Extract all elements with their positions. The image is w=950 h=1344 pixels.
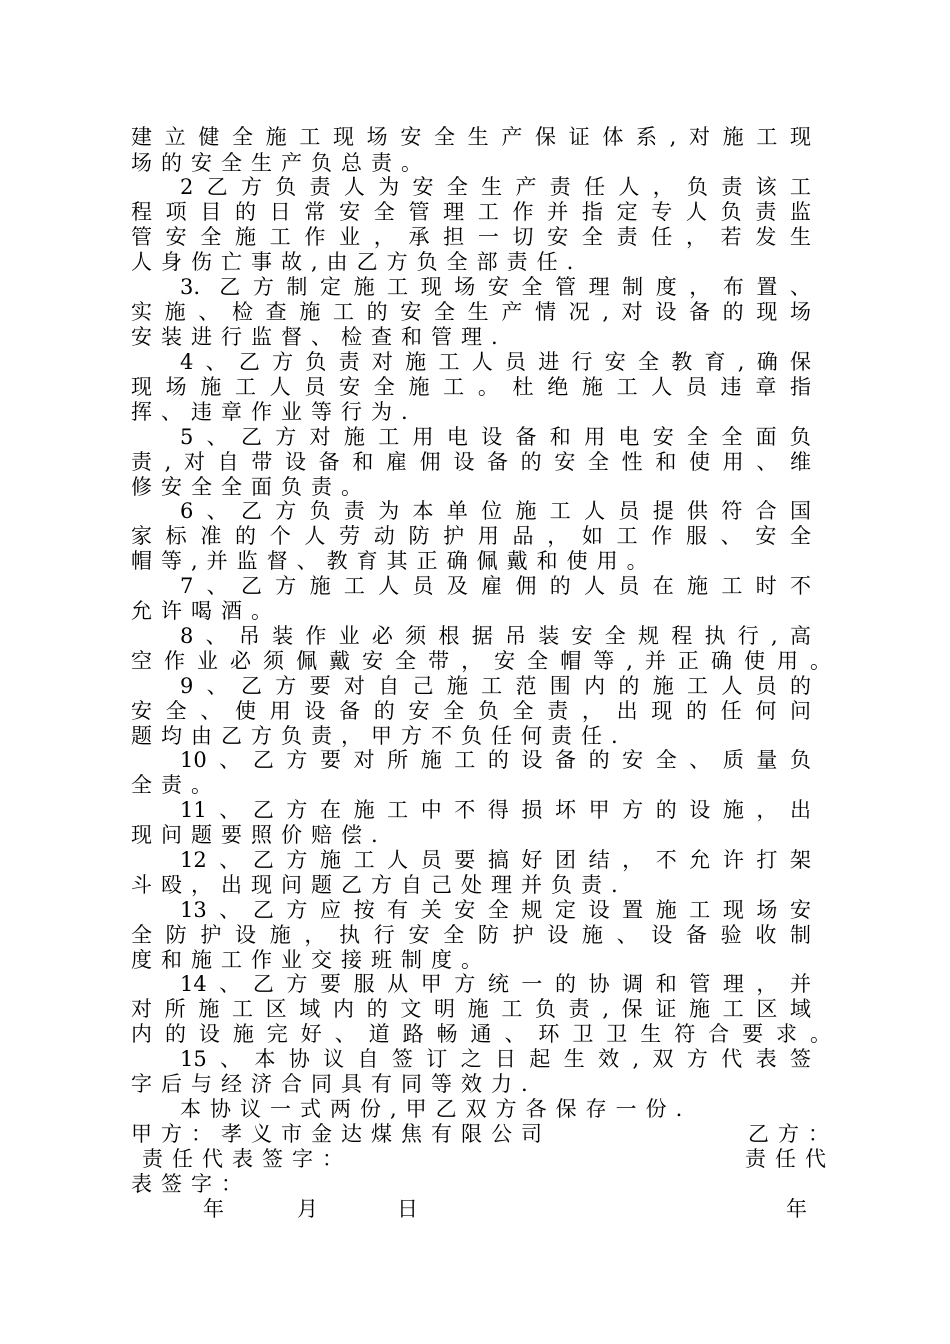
body-line: 题均由乙方负责，甲方不负任何责任.: [131, 724, 627, 748]
body-line: 度和施工作业交接班制度。: [131, 948, 491, 972]
clause-5-line: 5、乙方对施工用电设备和用电安全全面负: [180, 425, 811, 449]
date-year-a: 年: [203, 1197, 233, 1221]
party-b-rep-signature: 责任代: [745, 1147, 835, 1171]
clause-4-line: 4、乙方负责对施工人员进行安全教育,确保: [180, 350, 811, 374]
party-a-name: 甲方：孝义市金达煤焦有限公司: [131, 1122, 551, 1146]
clause-3-line: 3. 乙方制定施工现场安全管理制度，布置、: [180, 275, 811, 299]
clause-9-line: 9、乙方要对自己施工范围内的施工人员的: [180, 674, 811, 698]
body-line: 建立健全施工现场安全生产保证体系,对施工现: [131, 125, 811, 149]
clause-11-line: 11、乙方在施工中不得损坏甲方的设施，出: [180, 798, 811, 822]
clause-2-line: 2乙方负责人为安全生产责任人，负责该工: [180, 175, 811, 199]
body-line: 现问题要照价赔偿.: [131, 823, 387, 847]
body-line: 对所施工区域内的文明施工负责,保证施工区域: [131, 997, 811, 1021]
clause-13-line: 13、乙方应按有关安全规定设置施工现场安: [180, 898, 811, 922]
clause-8-line: 8、吊装作业必须根据吊装安全规程执行,高: [180, 624, 811, 648]
clause-6-line: 6、乙方负责为本单位施工人员提供符合国: [180, 499, 811, 523]
body-line: 场的安全生产负总责。: [131, 151, 431, 175]
clause-12-line: 12、乙方施工人员要搞好团结，不允许打架: [180, 848, 811, 872]
body-line: 允许喝酒。: [131, 599, 281, 623]
party-a-rep-signature: 责任代表签字：: [142, 1147, 352, 1171]
date-month-a: 月: [297, 1197, 327, 1221]
body-line: 修安全全面负责。: [131, 475, 371, 499]
party-b-rep-signature-cont: 表签字：: [131, 1172, 251, 1196]
body-line: 现场施工人员安全施工。杜绝施工人员违章指: [131, 375, 811, 399]
date-year-b: 年: [786, 1197, 816, 1221]
body-line: 管安全施工作业，承担一切安全责任，若发生: [131, 225, 811, 249]
body-line: 内的设施完好、道路畅通、环卫卫生符合要求。: [131, 1022, 831, 1046]
body-line: 实施、检查施工的安全生产情况,对设备的现场: [131, 300, 811, 324]
party-b-label: 乙方：: [748, 1122, 838, 1146]
body-line: 全责。: [131, 773, 221, 797]
body-line: 责,对自带设备和雇佣设备的安全性和使用、维: [131, 450, 811, 474]
clause-14-line: 14、乙方要服从甲方统一的协调和管理，并: [180, 972, 811, 996]
clause-7-line: 7、乙方施工人员及雇佣的人员在施工时不: [180, 574, 811, 598]
body-line: 帽等,并监督、教育其正确佩戴和使用。: [131, 549, 657, 573]
body-line: 家标准的个人劳动防护用品，如工作服、安全: [131, 524, 811, 548]
body-line: 人身伤亡事故,由乙方负全部责任.: [131, 250, 583, 274]
date-day-a: 日: [397, 1197, 427, 1221]
body-line: 挥、违章作业等行为.: [131, 400, 417, 424]
body-line: 安全、使用设备的安全负全责，出现的任何问: [131, 699, 811, 723]
body-line: 安装进行监督、检查和管理.: [131, 325, 507, 349]
body-line: 全防护设施，执行安全防护设施、设备验收制: [131, 923, 811, 947]
body-line: 斗殴，出现问题乙方自己处理并负责.: [131, 873, 627, 897]
body-line: 程项目的日常安全管理工作并指定专人负责监: [131, 200, 811, 224]
copies-note: 本协议一式两份,甲乙双方各保存一份.: [180, 1097, 692, 1121]
clause-10-line: 10、乙方要对所施工的设备的安全、质量负: [180, 748, 811, 772]
clause-15-line: 15、本协议自签订之日起生效,双方代表签: [180, 1047, 811, 1071]
body-line: 空作业必须佩戴安全带，安全帽等,并正确使用。: [131, 649, 831, 673]
body-line: 字后与经济合同具有同等效力.: [131, 1072, 537, 1096]
